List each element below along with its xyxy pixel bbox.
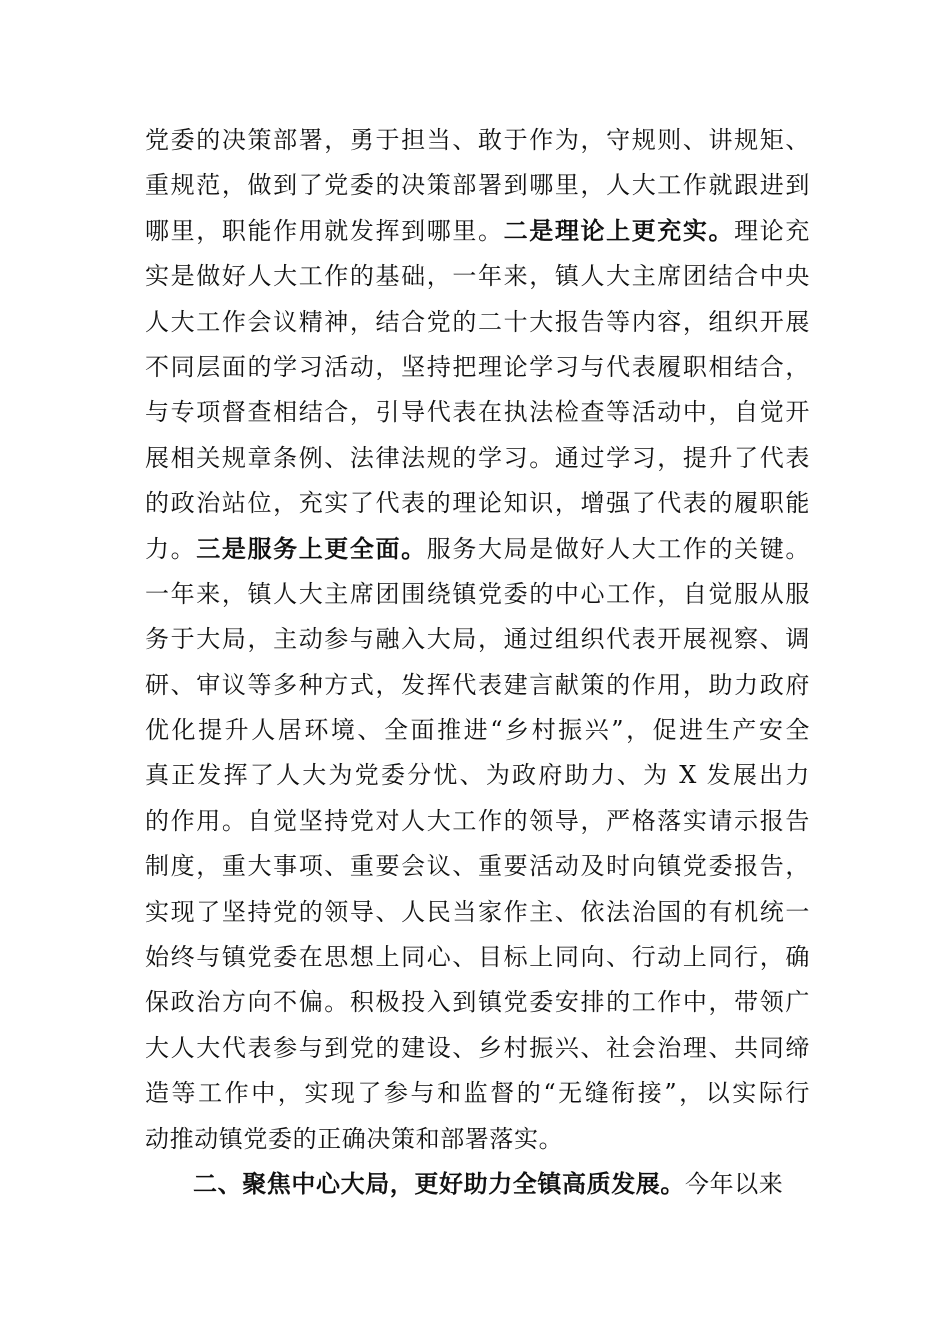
text-line: [145, 1026, 810, 1071]
text-line: [145, 844, 810, 889]
text-line: [145, 527, 810, 572]
text-line: [145, 1162, 810, 1207]
text-line: [145, 481, 810, 526]
body-text-segment: 的作用。自觉坚持党对人大工作的领导，严格落实请示报告: [145, 806, 810, 835]
bold-heading-text: 二是理论上更充实。: [503, 216, 735, 245]
text-line: [145, 708, 810, 753]
body-text-segment: 务于大局，主动参与融入大局，通过组织代表开展视察、调: [145, 625, 810, 654]
body-text-segment: 哪里，职能作用就发挥到哪里。: [145, 216, 504, 245]
body-text-segment: 理论充: [734, 216, 810, 245]
body-text-segment: 制度，重大事项、重要会议、重要活动及时向镇党委报告，: [145, 852, 810, 881]
text-line: [145, 980, 810, 1025]
body-text-segment: 造等工作中，实现了参与和监督的“无缝衔接”，以实际行: [145, 1079, 810, 1108]
body-text-segment: 真正发挥了人大为党委分忧、为政府助力、为 X 发展出力: [145, 761, 810, 790]
text-line: [145, 254, 810, 299]
text-line: [145, 1071, 810, 1116]
text-line: [145, 572, 810, 617]
text-line: [145, 753, 810, 798]
body-text-segment: 今年以来: [685, 1169, 784, 1198]
body-text-segment: 重规范，做到了党委的决策部署到哪里，人大工作就跟进到: [145, 171, 810, 200]
text-line: [145, 390, 810, 435]
body-text-segment: 实现了坚持党的领导、人民当家作主、依法治国的有机统一: [145, 897, 810, 926]
body-text-segment: 力。: [145, 534, 197, 563]
text-line: [145, 1117, 810, 1162]
body-text-segment: 实是做好人大工作的基础，一年来，镇人大主席团结合中央: [145, 262, 810, 291]
text-line: [145, 436, 810, 481]
text-line: [145, 300, 810, 345]
text-line: [145, 663, 810, 708]
body-text-segment: 的政治站位，充实了代表的理论知识，增强了代表的履职能: [145, 489, 810, 518]
text-line: [145, 935, 810, 980]
text-line: [145, 890, 810, 935]
bold-heading-text: 三是服务上更全面。: [196, 534, 427, 563]
body-text-segment: 动推动镇党委的正确决策和部署落实。: [145, 1124, 564, 1153]
text-line: [145, 799, 810, 844]
body-text-segment: 不同层面的学习活动，坚持把理论学习与代表履职相结合，: [145, 352, 810, 381]
body-text-segment: 一年来，镇人大主席团围绕镇党委的中心工作，自觉服从服: [145, 579, 810, 608]
body-text-segment: 与专项督查相结合，引导代表在执法检查等活动中，自觉开: [145, 398, 810, 427]
body-text: [145, 118, 810, 1207]
body-text-segment: 人大工作会议精神，结合党的二十大报告等内容，组织开展: [145, 307, 810, 336]
body-text-segment: 始终与镇党委在思想上同心、目标上同向、行动上同行，确: [145, 943, 810, 972]
body-text-segment: 服务大局是做好人大工作的关键。: [426, 534, 810, 563]
body-text-segment: 优化提升人居环境、全面推进“乡村振兴”，促进生产安全: [145, 716, 810, 745]
text-line: [145, 209, 810, 254]
body-text-segment: 研、审议等多种方式，发挥代表建言献策的作用，助力政府: [145, 670, 810, 699]
text-line: [145, 617, 810, 662]
body-text-segment: 保政治方向不偏。积极投入到镇党委安排的工作中，带领广: [145, 988, 810, 1017]
text-line: [145, 345, 810, 390]
body-text-segment: 展相关规章条例、法律法规的学习。通过学习，提升了代表: [145, 443, 810, 472]
text-line: [145, 163, 810, 208]
body-text-segment: 大人大代表参与到党的建设、乡村振兴、社会治理、共同缔: [145, 1033, 810, 1062]
bold-heading-text: 二、聚焦中心大局，更好助力全镇高质发展。: [193, 1169, 685, 1198]
body-text-segment: 党委的决策部署，勇于担当、敢于作为，守规则、讲规矩、: [145, 126, 810, 154]
text-line: [145, 118, 810, 163]
